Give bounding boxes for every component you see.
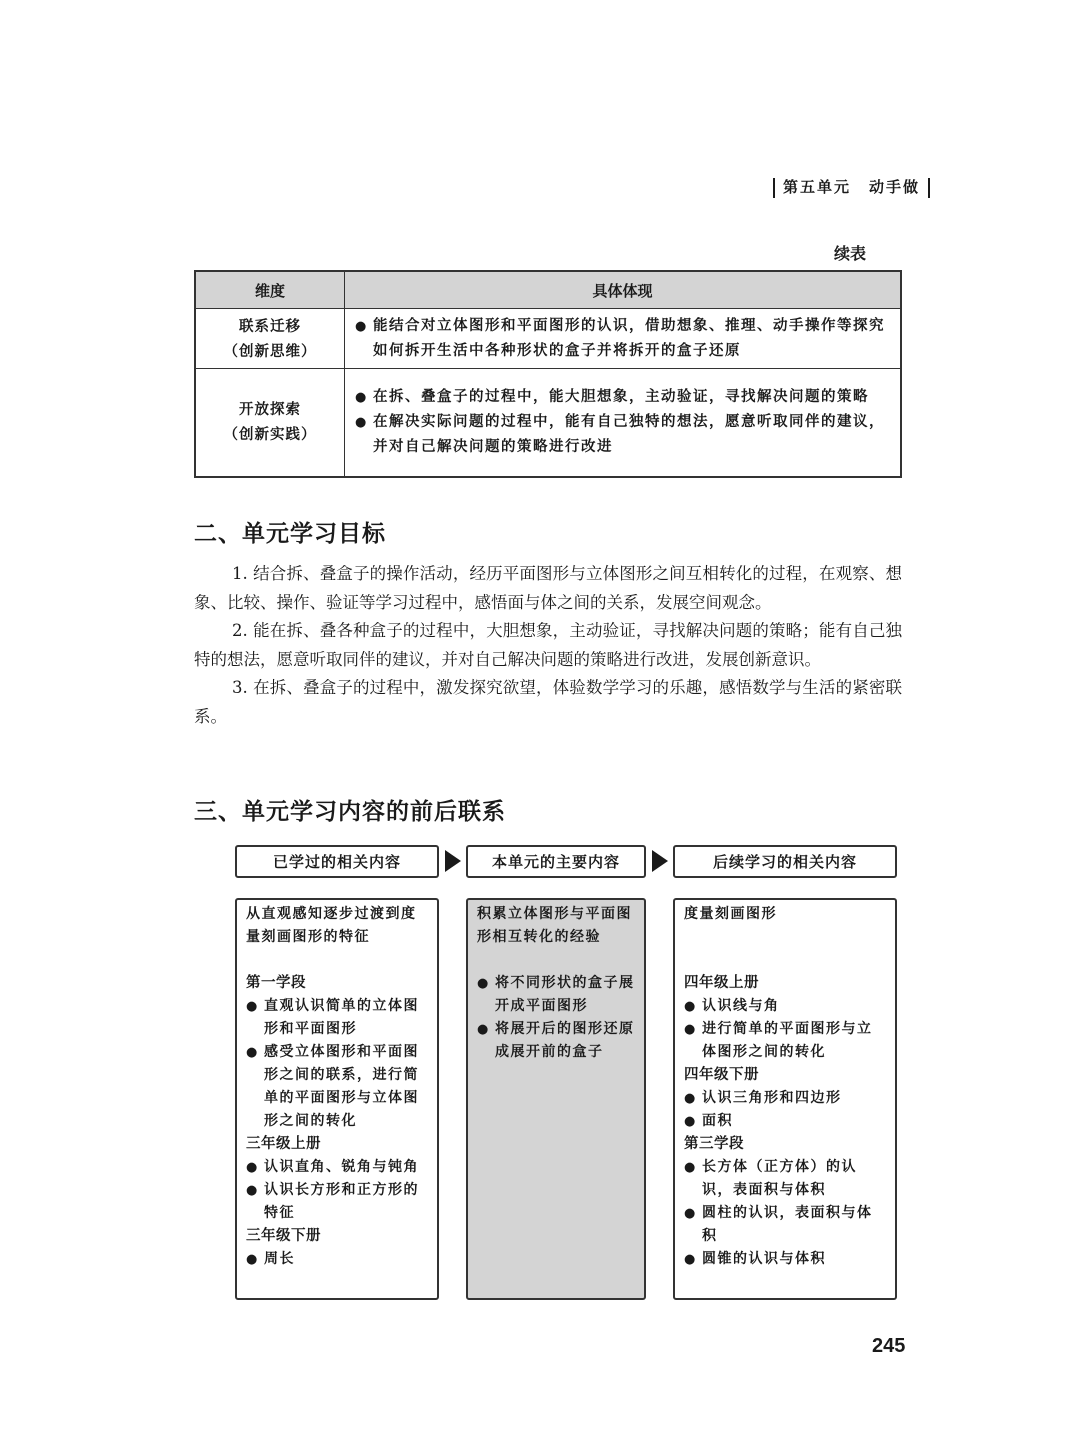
grade-heading: 四年级上册 bbox=[684, 975, 759, 991]
list-item: ● 圆锥的认识与体积 bbox=[684, 1248, 886, 1271]
header-bar-right bbox=[928, 178, 930, 198]
grade-heading: 三年级下册 bbox=[246, 1228, 321, 1244]
goals-list bbox=[194, 560, 902, 731]
list-item: ● 认识直角、锐角与钝角 bbox=[246, 1156, 428, 1179]
goal-paragraph: 3. 在拆、叠盒子的过程中，激发探究欲望，体验数学学习的乐趣，感悟数学与生活的紧密联系。 bbox=[194, 678, 902, 726]
list-item: ● 直观认识简单的立体图形和平面图形 bbox=[246, 995, 428, 1041]
dimension-table bbox=[194, 270, 902, 478]
table-header-manifestation: 具体体现 bbox=[345, 271, 902, 309]
list-item: ● 认识三角形和四边形 bbox=[684, 1087, 886, 1110]
header-title: 动手做 bbox=[868, 178, 920, 196]
continued-label: 续表 bbox=[833, 244, 866, 263]
list-item: ● 认识线与角 bbox=[684, 995, 886, 1018]
list-item: ● 面积 bbox=[684, 1110, 886, 1133]
later-content-box bbox=[673, 898, 897, 1300]
later-intro: 度量刻画图形 bbox=[684, 906, 777, 922]
prior-content-box bbox=[235, 898, 439, 1300]
table-row bbox=[195, 369, 901, 477]
bullet-item: ● 在解决实际问题的过程中，能有自己独特的想法，愿意听取同伴的建议，并对自己解决问题的策略进行改进 bbox=[355, 410, 890, 459]
list-item: ● 认识长方形和正方形的特征 bbox=[246, 1179, 428, 1225]
section-title-goals: 二、单元学习目标 bbox=[194, 521, 386, 547]
grade-heading: 三年级上册 bbox=[246, 1136, 321, 1152]
prior-intro: 从直观感知逐步过渡到度量刻画图形的特征 bbox=[246, 906, 417, 945]
running-header bbox=[765, 176, 938, 198]
bullet-item: ● 在拆、叠盒子的过程中，能大胆想象，主动验证，寻找解决问题的策略 bbox=[355, 385, 890, 410]
dimension-cell: 联系迁移 （创新思维） bbox=[195, 309, 345, 369]
section-title-connections: 三、单元学习内容的前后联系 bbox=[194, 799, 506, 825]
list-item: ● 周长 bbox=[246, 1248, 428, 1271]
description-cell bbox=[345, 369, 902, 477]
stage-heading: 第一学段 bbox=[246, 975, 306, 991]
table-header-dimension: 维度 bbox=[195, 271, 345, 309]
goal-paragraph: 2. 能在拆、叠各种盒子的过程中，大胆想象，主动验证，寻找解决问题的策略；能有自己独特的想法，愿意听取同伴的建议，并对自己解决问题的策略进行改进，发展创新意识。 bbox=[194, 621, 902, 669]
head-prior-content: 已学过的相关内容 bbox=[235, 845, 439, 878]
list-item: ● 圆柱的认识，表面积与体积 bbox=[684, 1202, 886, 1248]
stage-heading: 第三学段 bbox=[684, 1136, 744, 1152]
dimension-cell: 开放探索 （创新实践） bbox=[195, 369, 345, 477]
arrow-right-icon bbox=[652, 850, 668, 872]
goal-paragraph: 1. 结合拆、叠盒子的操作活动，经历平面图形与立体图形之间互相转化的过程，在观察、想象、比较、操作、验证等学习过程中，感悟面与体之间的关系，发展空间观念。 bbox=[194, 564, 902, 612]
list-item: ● 进行简单的平面图形与立体图形之间的转化 bbox=[684, 1018, 886, 1064]
unit-intro: 积累立体图形与平面图形相互转化的经验 bbox=[477, 906, 632, 945]
header-bar-left bbox=[773, 178, 775, 198]
list-item: ● 将不同形状的盒子展开成平面图形 bbox=[477, 972, 635, 1018]
list-item: ● 长方体（正方体）的认识，表面积与体积 bbox=[684, 1156, 886, 1202]
list-item: ● 将展开后的图形还原成展开前的盒子 bbox=[477, 1018, 635, 1064]
header-unit: 第五单元 bbox=[782, 178, 851, 196]
bullet-item: ● 能结合对立体图形和平面图形的认识，借助想象、推理、动手操作等探究如何拆开生活中各种形状的盒子并将拆开的盒子还原 bbox=[355, 314, 890, 363]
grade-heading: 四年级下册 bbox=[684, 1067, 759, 1083]
description-cell bbox=[345, 309, 902, 369]
page-number: 245 bbox=[872, 1335, 906, 1357]
head-later-content: 后续学习的相关内容 bbox=[673, 845, 897, 878]
list-item: ● 感受立体图形和平面图形之间的联系，进行简单的平面图形与立体图形之间的转化 bbox=[246, 1041, 428, 1133]
arrow-right-icon bbox=[445, 850, 461, 872]
head-unit-content: 本单元的主要内容 bbox=[466, 845, 646, 878]
unit-content-box bbox=[466, 898, 646, 1300]
table-row bbox=[195, 309, 901, 369]
